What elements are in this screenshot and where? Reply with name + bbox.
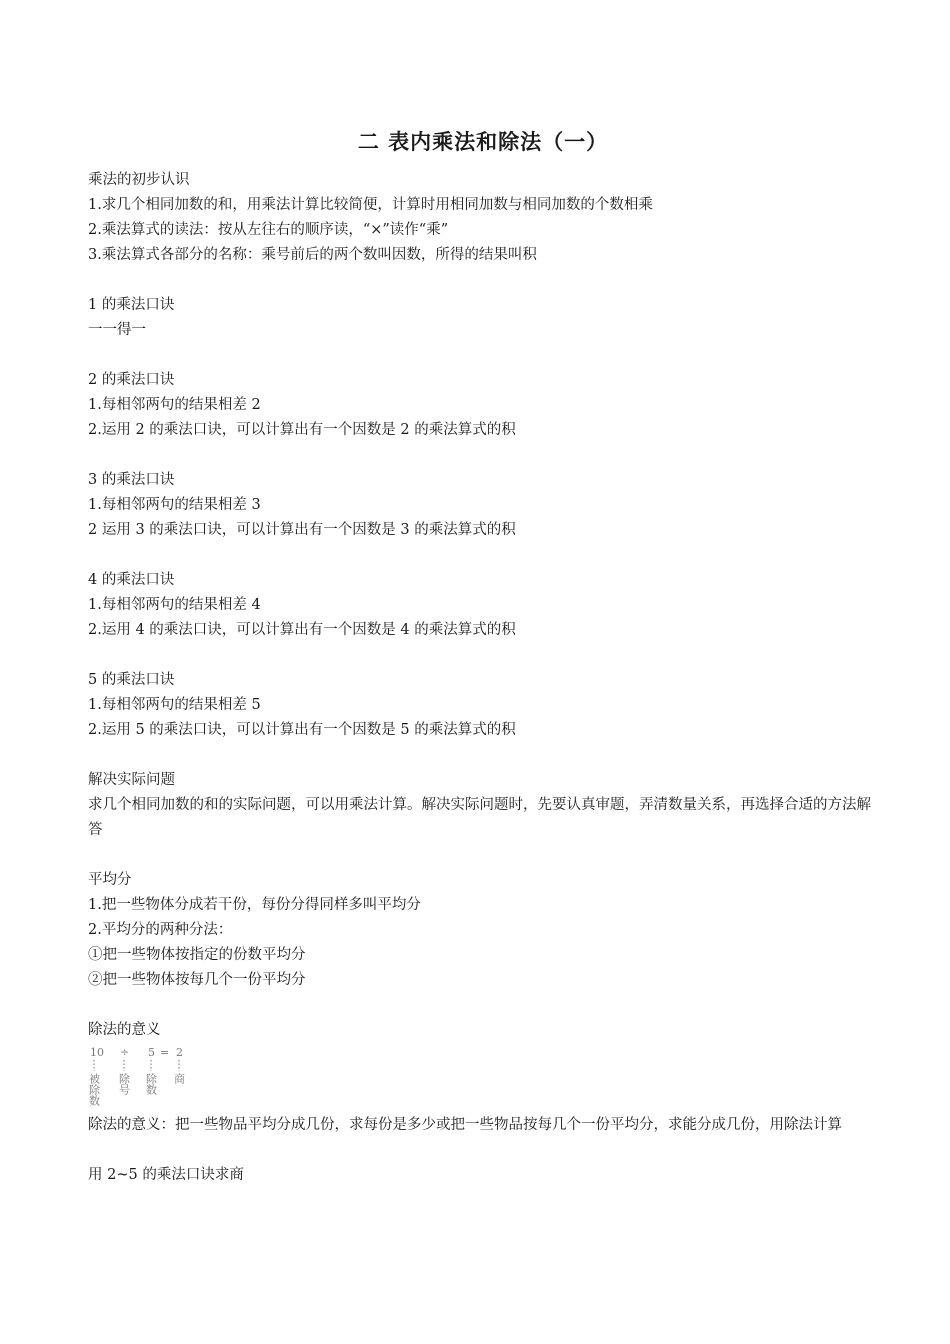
section-heading: 3 的乘法口诀 [88,472,175,488]
label-quotient: 商 [172,1073,186,1084]
text-line: 2.运用 5 的乘法口诀，可以计算出有一个因数是 5 的乘法算式的积 [88,722,516,738]
divisor-value: 5 [148,1046,155,1059]
section-heading: 解决实际问题 [88,772,175,788]
text-line: 2.运用 2 的乘法口诀，可以计算出有一个因数是 2 的乘法算式的积 [88,422,516,438]
text-line: 1.每相邻两句的结果相差 3 [88,497,261,513]
text-line: 2 运用 3 的乘法口诀，可以计算出有一个因数是 3 的乘法算式的积 [88,522,516,538]
division-parts-diagram [88,1045,208,1111]
section-heading: 平均分 [88,872,132,888]
text-line: 2.运用 4 的乘法口诀，可以计算出有一个因数是 4 的乘法算式的积 [88,622,516,638]
text-line: 1.求几个相同加数的和，用乘法计算比较简便，计算时用相同加数与相同加数的个数相乘 [88,197,653,213]
text-line: 2.乘法算式的读法：按从左往右的顺序读，“×”读作“乘” [88,222,449,238]
quotient-value: 2 [176,1046,183,1059]
text-line: 1.每相邻两句的结果相差 5 [88,697,261,713]
label-division-sign: 除号 [117,1073,131,1095]
division-sign: ÷ [120,1046,130,1059]
document-title: 二 表内乘法和除法（一） [357,129,609,154]
text-line: 1.每相邻两句的结果相差 4 [88,597,261,613]
text-line: 2.平均分的两种分法： [88,922,233,938]
paragraph: 除法的意义：把一些物品平均分成几份，求每份是多少或把一些物品按每几个一份平均分，求能分成几份，用除法计算 [88,1117,842,1133]
text-line: 1.把一些物体分成若干份，每份分得同样多叫平均分 [88,897,421,913]
document-page [88,126,878,1188]
section-heading: 2 的乘法口诀 [88,372,175,388]
label-divisor: 除数 [144,1073,158,1095]
text-line: 1.每相邻两句的结果相差 2 [88,397,261,413]
paragraph: 求几个相同加数的和的实际问题，可以用乘法计算。解决实际问题时，先要认真审题，弄清数量关系，再选择合适的方法解答 [88,797,871,838]
label-dividend: 被除数 [88,1073,101,1106]
section-heading: 用 2~5 的乘法口诀求商 [88,1167,244,1183]
section-heading: 5 的乘法口诀 [88,672,175,688]
section-heading: 4 的乘法口诀 [88,572,175,588]
equals-sign: = [160,1046,170,1059]
section-heading: 1 的乘法口诀 [88,297,175,313]
section-heading: 乘法的初步认识 [88,172,190,188]
text-line: 一一得一 [88,322,146,338]
dividend-value: 10 [90,1046,104,1059]
section-heading: 除法的意义 [88,1022,161,1038]
text-line: ②把一些物体按每几个一份平均分 [88,972,306,988]
text-line: 3.乘法算式各部分的名称：乘号前后的两个数叫因数，所得的结果叫积 [88,247,537,263]
text-line: ①把一些物体按指定的份数平均分 [88,947,306,963]
